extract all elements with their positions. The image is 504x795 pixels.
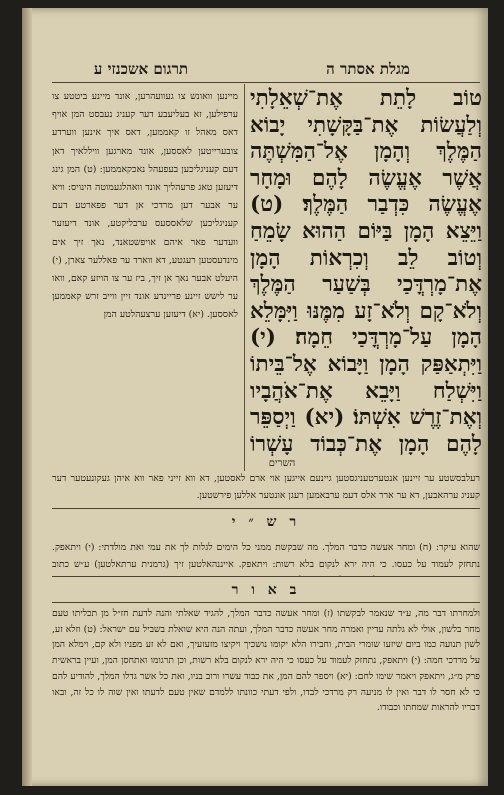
page-spine	[22, 8, 32, 786]
column-divider	[244, 84, 245, 471]
rashi-bottom-rule	[52, 576, 480, 577]
rashi-title: ר ש ״ י	[231, 514, 301, 530]
biur-title: ב א ו ר	[231, 582, 301, 598]
yiddish-translation-column: מיינען וואונש צו געוועהרען, אונד מיינע ביטטע צו ערפילען, זא בעליעבע דער קעניג נעבסט המן אויף דאס מאהל זו קאממען, דאס איך אינען ווערדע צובערייטען לאססען, אונד מארגען וויללאיך דאן דעם קעניגליכען בעפעהל נאכקאממען: (ט) המן גינג דיעזען טאג פרעהליך אונד וואהלגעמוטה הינויס: וויא ער אבער דען מרדכי אן דער פפארטע דעם קעניגליכען שלאססעס ערבליקטע, אונד דיעזער וועדער פאר איהם אויפשטאנד, נאך זיך אים מינדעסטען רעגטע, דא ווארד ער פאללער צארן, (י) היעלט אבער נאך אן זיך, ביז ער צו הויזע קאם, וואו ער לישש זיינע פריינדע אונד זיין ווייב זרש קאממען לאססען. (יא) דיעזען ערצעהלטע המן	[52, 91, 238, 321]
biur-commentary: ולמחרתו דבר מה, ע״ד שנאמר לבקשתו (ז) ומחר אעשה כדבר המלך, להגיד שאלתי והנה לדעת חז״ל מן תכליתו טעם מחר בלשון, אולי לא גלתה עדיין ואמרה מחר אעשה כדבר המלך, ועתה הנה היא שואלת בשביל עם ישראל: (ט) וזלא זע, לשון תנועה כמו ביום שיזעו שומרי הבית, וחבירו הלא יקומו נושכיך ויקיצו מזעזעיך, ואם לא זע מפניו ולא קם, וימלא המן על מרדכי חמה: (י) ויתאפק, נתחזק לעמוד על כעסו כי היה ירא לנקום בלא רשות, וכן תרגומו ואתחסן המן, ועיין בראשית פרק מ״ג, ויתאפק ויאמר שימו לחם: (יא) ויספר להם המן, את כבוד עשרו ורוב בניו, ואת כל אשר גדלו המלך, להודיע להם כי לא חסר לו דבר ואין לו מניעה רק מרדכי לבדו, ולפי דעתי כוונתו ללמדם שאין טעם לדעתו ואין שוה לו כל זה, ובאו דבריו להראות שמחתו וכבודו.	[52, 608, 480, 714]
hebrew-text-column: טוֹב לָתֵת אֶת־שְׁאֵלָתִי וְלַעֲשׂוֹת אֶת־בַּקָּשָׁתִי יָבוֹא הַמֶּלֶךְ וְהָמָן אֶל־הַמִּשְׁתֶּה אֲשֶׁר אֶעֱשֶׂה לָהֶם וּמָחָר אֶעֱשֶׂה כִּדְבַר הַמֶּלֶךְ׃ (ט) וַיֵּצֵא הָמָן בַּיּוֹם הַהוּא שָׂמֵחַ וְטוֹב לֵב וְכִרְאוֹת הָמָן אֶת־מָרְדֳּכַי בְּשַׁעַר הַמֶּלֶךְ וְלֹא־קָם וְלֹא־זָע מִמֶּנּוּ וַיִּמָּלֵא הָמָן עַל־מָרְדֳּכַי חֵמָה׃ (י) וַיִּתְאַפַּק הָמָן וַיָּבוֹא אֶל־בֵּיתוֹ וַיִּשְׁלַח וַיָּבֵא אֶת־אֹהֲבָיו וְאֶת־זֶרֶשׁ אִשְׁתּוֹ׃ (יא) וַיְסַפֵּר לָהֶם הָמָן אֶת־כְּבוֹד עָשְׁרוֹ	[250, 86, 482, 457]
translation-header: תרגום אשכנזי ע	[93, 60, 189, 78]
catchword: השרים	[268, 458, 296, 469]
header-rule	[52, 82, 480, 83]
translation-footnote: רעלבסשטע ער זיינען אנטערטעניגסטען גיינעם אייגען אוי ארם לאסטען, דא ווא זייני פאר ווא איהן געקונעטער דער קעניג ערהאבען, דא ער ארר אלס דעמ ערבאמען רעגן אונטער אללען פירשטען.	[52, 473, 480, 501]
rashi-top-rule	[52, 508, 480, 509]
rashi-commentary: שהוא עיקר: (ח) ומחר אעשה כדבר המלך. מה שבקשת ממני כל הימים לגלות לך את עמי ואת מולדתי: (י) ויתאפק. נתחזק לעמוד על כעסו. כי היה ירא לנקום בלא רשות: ויתאפק. אייננהאלטען זיך (גרמנית ערתאלטען) ע״ש כתוב	[52, 542, 480, 570]
biur-rule	[52, 602, 480, 603]
scroll-header: מגלת אסתר ה	[326, 60, 410, 78]
book-page	[22, 8, 488, 786]
